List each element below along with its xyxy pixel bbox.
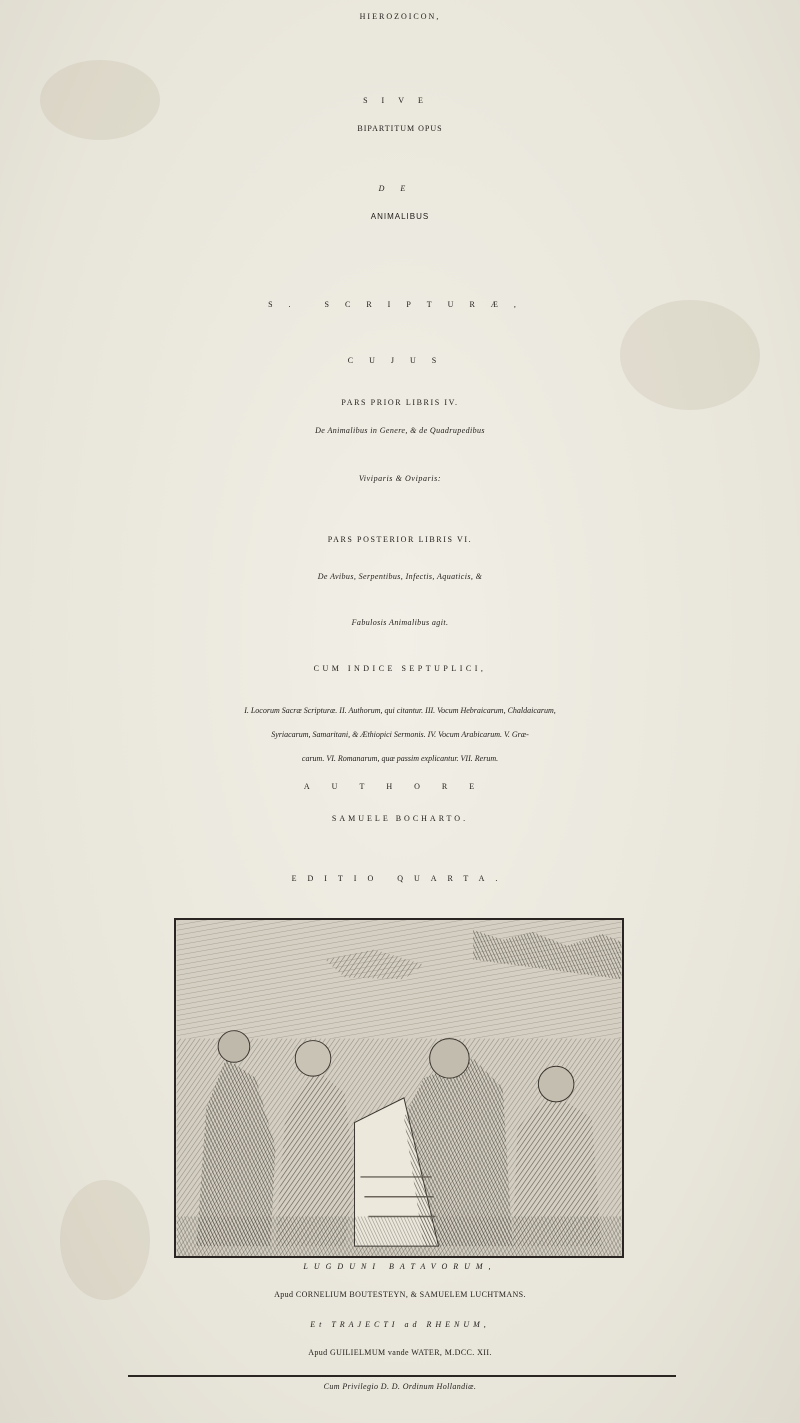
frontispiece-engraving-icon (174, 918, 624, 1258)
subtitle-de: DE (378, 184, 422, 193)
paper-stain (60, 1180, 150, 1300)
imprint-publishers-2: Apud GUILIELMUM vande WATER, M.DCC. XII. (308, 1348, 492, 1357)
subtitle-bipartitum: BIPARTITUM OPUS (357, 124, 443, 133)
imprint-place-2: Et TRAJECTI ad RHENUM, (310, 1320, 490, 1329)
figure-left-head (218, 1031, 250, 1063)
part-one-heading: PARS PRIOR LIBRIS IV. (341, 398, 459, 407)
part-two-heading: PARS POSTERIOR LIBRIS VI. (327, 535, 473, 544)
index-line-2: Syriacarum, Samaritani, & Æthiopici Sermonis. IV. Vocum Arabicarum. V. Græ- (271, 730, 529, 739)
engraving-sky (177, 920, 622, 1039)
book-title: HIEROZOICON, (359, 12, 441, 21)
part-one-line-1: De Animalibus in Genere, & de Quadrupedibus (315, 426, 485, 435)
index-line-3: carum. VI. Romanarum, quæ passim explicantur. VII. Rerum. (301, 754, 499, 763)
part-two-line-1: De Avibus, Serpentibus, Infectis, Aquaticis, & (317, 572, 483, 581)
part-one-line-2: Viviparis & Oviparis: (358, 474, 442, 483)
engraving-drawing (176, 920, 622, 1256)
author-label: AUTHORE (303, 782, 497, 791)
paper-stain (620, 300, 760, 410)
title-cujus: CUJUS (347, 356, 453, 365)
index-heading: CUM INDICE SEPTUPLICI, (313, 664, 487, 673)
index-line-1: I. Locorum Sacræ Scripturæ. II. Authorum, qui citantur. III. Vocum Hebraicarum, Chaldaicarum, (244, 706, 556, 715)
figure-second-head (295, 1041, 331, 1077)
imprint-place: LUGDUNI BATAVORUM, (303, 1262, 497, 1271)
imprint-rule (128, 1375, 676, 1377)
imprint-publishers-1: Apud CORNELIUM BOUTESTEYN, & SAMUELEM LUCHTMANS. (274, 1290, 526, 1299)
title-animalibus: ANIMALIBUS (370, 212, 430, 221)
engraving-foreground (177, 1216, 622, 1256)
figure-right-head (538, 1066, 574, 1102)
author-name: SAMUELE BOCHARTO. (331, 814, 469, 823)
title-scripturae: S. SCRIPTURÆ, (268, 300, 532, 309)
privilege-note: Cum Privilegio D. D. Ordinum Hollandiæ. (323, 1382, 477, 1391)
subtitle-sive: SIVE (363, 96, 437, 105)
part-two-line-2: Fabulosis Animalibus agit. (351, 618, 449, 627)
figure-bearded-head (430, 1039, 470, 1079)
edition: EDITIO QUARTA. (291, 874, 509, 883)
